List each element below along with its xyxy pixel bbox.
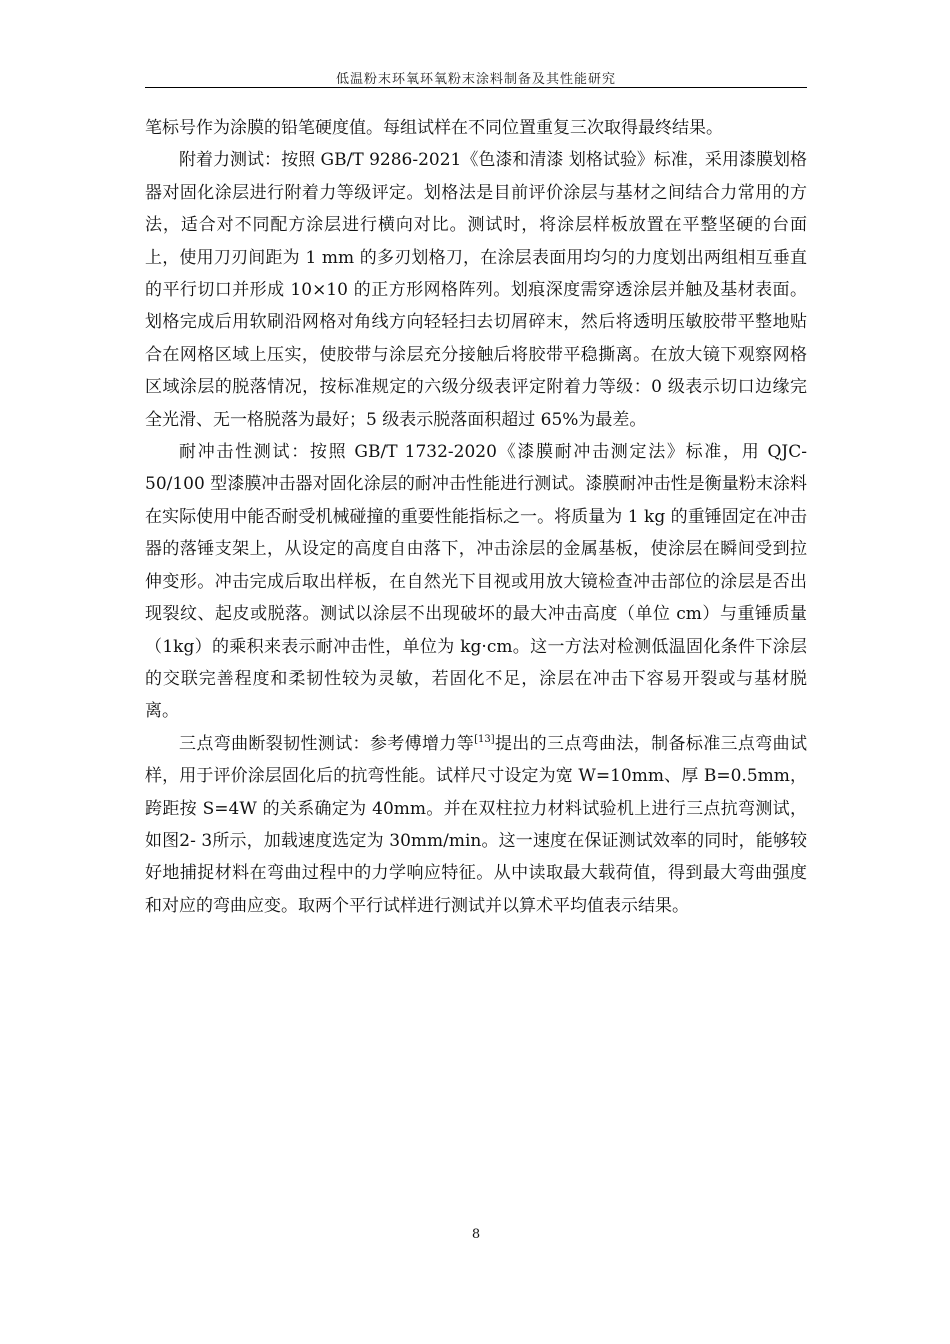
paragraph-three-point-bend-test bbox=[145, 728, 807, 922]
body-text bbox=[145, 112, 807, 922]
paragraph-adhesion-test: 附着力测试：按照 GB/T 9286-2021《色漆和清漆 划格试验》标准，采用漆膜划格器对固化涂层进行附着力等级评定。划格法是目前评价涂层与基材之间结合力常用的方法，适合对不同配方涂层进行横向对比。测试时，将涂层样板放置在平整坚硬的台面上，使用刀刃间距为 1 mm 的多刃划格刀，在涂层表面用均匀的力度划出两组相互垂直的平行切口并形成 10×10 的正方形网格阵列。划痕深度需穿透涂层并触及基材表面。划格完成后用软刷沿网格对角线方向轻轻扫去切屑碎末，然后将透明压敏胶带平整地贴合在网格区域上压实，使胶带与涂层充分接触后将胶带平稳撕离。在放大镜下观察网格区域涂层的脱落情况，按标准规定的六级分级表评定附着力等级：0 级表示切口边缘完全光滑、无一格脱落为最好；5 级表示脱落面积超过 65%为最差。 bbox=[145, 150, 807, 430]
paragraph-continuation: 笔标号作为涂膜的铅笔硬度值。每组试样在不同位置重复三次取得最终结果。 bbox=[145, 118, 723, 138]
page-number: 8 bbox=[471, 1227, 481, 1242]
citation-reference[interactable]: [13] bbox=[474, 733, 495, 745]
paragraph-text: 三点弯曲断裂韧性测试：参考傅增力等 bbox=[179, 733, 475, 754]
paragraph-impact-test: 耐冲击性测试：按照 GB/T 1732-2020《漆膜耐冲击测定法》标准，用 QJC-50/100 型漆膜冲击器对固化涂层的耐冲击性能进行测试。漆膜耐冲击性是衡量粉末涂料在实际使用中能否耐受机械碰撞的重要性能指标之一。将质量为 1 kg 的重锤固定在冲击器的落锤支架上，从设定的高度自由落下，冲击涂层的金属基板，使涂层在瞬间受到拉伸变形。冲击完成后取出样板，在自然光下目视或用放大镜检查冲击部位的涂层是否出现裂纹、起皮或脱落。测试以涂层不出现破坏的最大冲击高度（单位 cm）与重锤质量（1kg）的乘积来表示耐冲击性，单位为 kg·cm。这一方法对检测低温固化条件下涂层的交联完善程度和柔韧性较为灵敏，若固化不足，涂层在冲击下容易开裂或与基材脱离。 bbox=[145, 442, 807, 722]
paragraph-text: 提出的三点弯曲法，制备标准三点弯曲试样，用于评价涂层固化后的抗弯性能。试样尺寸设定为宽 W=10mm、厚 B=0.5mm，跨距按 S=4W 的关系确定为 40mm。并在双柱拉力材料试验机上进行三点抗弯测试，如图2- 3所示，加载速度选定为 30mm/min。这一速度在保证测试效率的同时，能够较好地捕捉材料在弯曲过程中的力学响应特征。从中读取最大载荷值，得到最大弯曲强度和对应的弯曲应变。取两个平行试样进行测试并以算术平均值表示结果。 bbox=[145, 733, 808, 916]
running-header: 低温粉末环氧环氧粉末涂料制备及其性能研究 bbox=[335, 72, 616, 87]
header-rule bbox=[145, 87, 807, 88]
